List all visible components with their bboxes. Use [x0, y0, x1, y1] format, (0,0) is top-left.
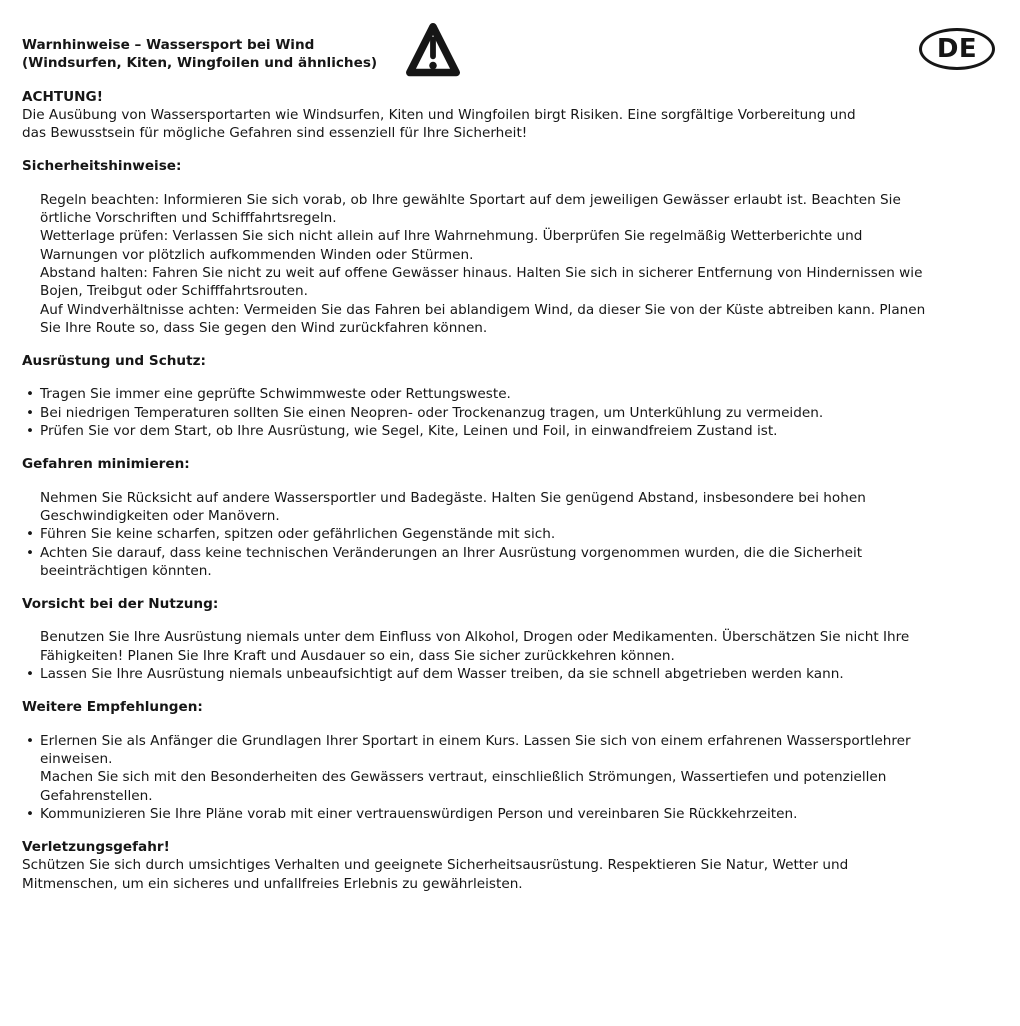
text-line: [22, 124, 1016, 142]
text-line-content: beeinträchtigen könnten.: [40, 562, 212, 579]
text-line: [22, 805, 1016, 823]
text-line-content: Schützen Sie sich durch umsichtiges Verhalten und geeignete Sicherheitsausrüstung. Respektieren Sie Natur, Wetter und: [22, 857, 849, 874]
text-line-content: Abstand halten: Fahren Sie nicht zu weit auf offene Gewässer hinaus. Halten Sie sich in sicherer Entfernung von Hindernissen wie: [40, 264, 923, 281]
text-line-content: Erlernen Sie als Anfänger die Grundlagen Ihrer Sportart in einem Kurs. Lassen Sie sich von einem erfahrenen Wassersportlehrer: [40, 732, 911, 749]
section-ausruestung-und-schutz: [22, 352, 1016, 440]
section-heading: Sicherheitshinweise:: [22, 158, 182, 175]
text-line: [22, 246, 1016, 264]
bullet-item: [22, 422, 1016, 440]
text-line-content: Warnungen vor plötzlich aufkommenden Winden oder Stürmen.: [40, 246, 474, 263]
paragraph-item: [22, 264, 1016, 301]
document-title: [22, 33, 1016, 73]
bullet-item: [22, 732, 1016, 769]
text-line-content: Bei niedrigen Temperaturen sollten Sie einen Neopren- oder Trockenanzug tragen, um Unterkühlung zu vermeiden.: [40, 404, 824, 421]
warning-triangle-icon: [404, 19, 462, 82]
section-achtung: [22, 88, 1016, 143]
bullet-icon: •: [26, 544, 35, 561]
bullet-icon: •: [26, 732, 35, 749]
section-items: [22, 489, 1016, 580]
section-items: [22, 732, 1016, 823]
paragraph-item: [22, 628, 1016, 665]
bullet-item: [22, 544, 1016, 581]
document-title-line1: Warnhinweise – Wassersport bei Wind: [22, 37, 315, 53]
bullet-item: [22, 385, 1016, 403]
text-line: [22, 264, 1016, 282]
text-line-content: Prüfen Sie vor dem Start, ob Ihre Ausrüstung, wie Segel, Kite, Leinen und Foil, in einwandfreiem Zustand ist.: [40, 423, 778, 440]
text-line-content: Bojen, Treibgut oder Schifffahrtsrouten.: [40, 283, 308, 300]
text-line-content: Wetterlage prüfen: Verlassen Sie sich nicht allein auf Ihre Wahrnehmung. Überprüfen Sie regelmäßig Wetterberichte und: [40, 228, 863, 245]
section-items: [22, 856, 1016, 893]
country-badge: [919, 28, 995, 70]
paragraph-item: [22, 768, 1016, 805]
section-heading: Ausrüstung und Schutz:: [22, 353, 206, 370]
section-heading: Gefahren minimieren:: [22, 456, 190, 473]
paragraph-item: [22, 106, 1016, 143]
text-line-content: Nehmen Sie Rücksicht auf andere Wassersportler und Badegäste. Halten Sie genügend Abstand, insbesondere bei hohen: [40, 489, 866, 506]
text-line: [22, 525, 1016, 543]
text-line: [22, 628, 1016, 646]
text-line: [22, 665, 1016, 683]
bullet-icon: •: [26, 404, 35, 421]
text-line: [22, 562, 1016, 580]
text-line: [22, 385, 1016, 403]
section-items: [22, 628, 1016, 683]
text-line: [22, 750, 1016, 768]
bullet-item: [22, 404, 1016, 422]
text-line-content: Regeln beachten: Informieren Sie sich vorab, ob Ihre gewählte Sportart auf dem jeweiligen Gewässer erlaubt ist. Beachten Sie: [40, 191, 901, 208]
document-content: [22, 33, 1016, 893]
section-items: [22, 191, 1016, 337]
text-line-content: örtliche Vorschriften und Schifffahrtsregeln.: [40, 210, 337, 227]
paragraph-item: [22, 856, 1016, 893]
bullet-icon: •: [26, 423, 35, 440]
bullet-icon: •: [26, 526, 35, 543]
text-line-content: Gefahrenstellen.: [40, 787, 153, 804]
text-line: [22, 282, 1016, 300]
text-line-content: Tragen Sie immer eine geprüfte Schwimmweste oder Rettungsweste.: [40, 386, 511, 403]
section-weitere-empfehlungen: [22, 698, 1016, 823]
paragraph-item: [22, 191, 1016, 228]
section-heading: Weitere Empfehlungen:: [22, 699, 203, 716]
section-sicherheitshinweise: [22, 157, 1016, 337]
text-line: [22, 544, 1016, 562]
text-line-content: einweisen.: [40, 750, 113, 767]
text-line: [22, 489, 1016, 507]
bullet-icon: •: [26, 805, 35, 822]
bullet-icon: •: [26, 386, 35, 403]
text-line: [22, 768, 1016, 786]
section-heading: Vorsicht bei der Nutzung:: [22, 596, 219, 613]
section-heading: ACHTUNG!: [22, 88, 103, 105]
text-line-content: Benutzen Sie Ihre Ausrüstung niemals unter dem Einfluss von Alkohol, Drogen oder Medikamenten. Überschätzen Sie nicht Ihre: [40, 629, 910, 646]
text-line-content: Machen Sie sich mit den Besonderheiten des Gewässers vertraut, einschließlich Strömungen, Wassertiefen und potenziellen: [40, 769, 887, 786]
section-verletzungsgefahr: [22, 838, 1016, 893]
paragraph-item: [22, 301, 1016, 338]
text-line: [22, 732, 1016, 750]
section-vorsicht-bei-der-nutzung: [22, 595, 1016, 683]
section-items: [22, 385, 1016, 440]
text-line: [22, 319, 1016, 337]
bullet-icon: •: [26, 666, 35, 683]
text-line-content: Auf Windverhältnisse achten: Vermeiden Sie das Fahren bei ablandigem Wind, da dieser Sie von der Küste abtreiben kann. Planen: [40, 301, 926, 318]
text-line: [22, 422, 1016, 440]
section-items: [22, 106, 1016, 143]
text-line: [22, 787, 1016, 805]
text-line: [22, 856, 1016, 874]
text-line-content: das Bewusstsein für mögliche Gefahren sind essenziell für Ihre Sicherheit!: [22, 125, 528, 142]
text-line-content: Führen Sie keine scharfen, spitzen oder gefährlichen Gegenstände mit sich.: [40, 526, 556, 543]
bullet-item: [22, 665, 1016, 683]
paragraph-item: [22, 489, 1016, 526]
bullet-item: [22, 525, 1016, 543]
text-line-content: Kommunizieren Sie Ihre Pläne vorab mit einer vertrauenswürdigen Person und vereinbaren Sie Rückkehrzeiten.: [40, 805, 798, 822]
text-line: [22, 191, 1016, 209]
text-line: [22, 209, 1016, 227]
text-line: [22, 227, 1016, 245]
bullet-item: [22, 805, 1016, 823]
text-line-content: Achten Sie darauf, dass keine technischen Veränderungen an Ihrer Ausrüstung vorgenommen wurden, die die Sicherheit: [40, 544, 863, 561]
sections-container: [22, 88, 1016, 893]
text-line-content: Mitmenschen, um ein sicheres und unfallfreies Erlebnis zu gewährleisten.: [22, 875, 523, 892]
text-line: [22, 647, 1016, 665]
text-line-content: Fähigkeiten! Planen Sie Ihre Kraft und Ausdauer so ein, dass Sie sicher zurückkehren können.: [40, 647, 675, 664]
text-line: [22, 106, 1016, 124]
section-heading: Verletzungsgefahr!: [22, 839, 170, 856]
text-line: [22, 404, 1016, 422]
country-badge-label: DE: [936, 33, 978, 64]
section-gefahren-minimieren: [22, 455, 1016, 580]
text-line-content: Geschwindigkeiten oder Manövern.: [40, 507, 280, 524]
paragraph-item: [22, 227, 1016, 264]
text-line: [22, 507, 1016, 525]
text-line: [22, 875, 1016, 893]
document-title-line2: (Windsurfen, Kiten, Wingfoilen und ähnliches): [22, 55, 378, 72]
text-line-content: Sie Ihre Route so, dass Sie gegen den Wind zurückfahren können.: [40, 319, 488, 336]
text-line: [22, 301, 1016, 319]
text-line-content: Lassen Sie Ihre Ausrüstung niemals unbeaufsichtigt auf dem Wasser treiben, da sie schnell abgetrieben werden kann.: [40, 666, 844, 683]
text-line-content: Die Ausübung von Wassersportarten wie Windsurfen, Kiten und Wingfoilen birgt Risiken. Eine sorgfältige Vorbereitung und: [22, 106, 856, 123]
